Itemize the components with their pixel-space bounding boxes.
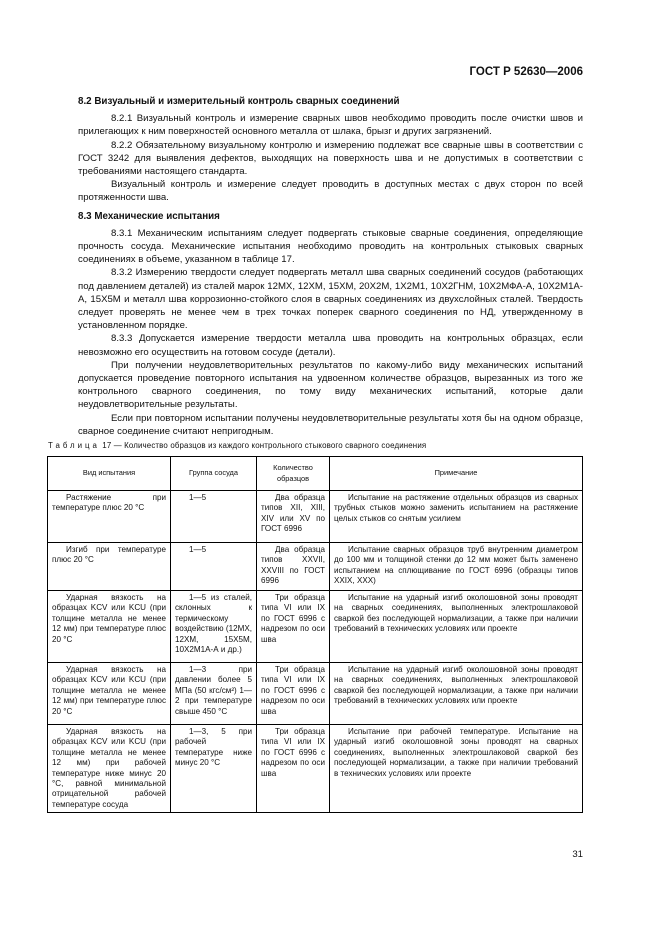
table-row [48,543,583,591]
section-8-2-title: 8.2 Визуальный и измерительный контроль сварных соединений [78,96,400,107]
table-cell-vessel-group: 1—3 при давлении более 5 МПа (50 кгс/см²) 1—2 при температуре свыше 450 °С [171,663,257,725]
table-cell-sample-count: Два образца типов XII, XIII, XIV или XV по ГОСТ 6996 [257,491,330,543]
table-cell-test-type: Ударная вязкость на образцах KCV или KCU (при толщине металла не менее 12 мм) при рабочей температуре ниже минус 20 °С, равной минимальной отрицательной рабочей температуре сосуда [48,725,171,813]
table-cell-sample-count: Два образца типов XXVII, XXVIII по ГОСТ 6996 [257,543,330,591]
table-header-cell: Количество образцов [257,457,330,491]
table-row [48,591,583,663]
table-cell-vessel-group: 1—3, 5 при рабочей температуре ниже минус 20 °С [171,725,257,813]
table-row [48,663,583,725]
table-cell-note: Испытание на ударный изгиб околошовной зоны проводят на сварных соединениях, выполненных электрошлаковой сваркой без последующей нормализации, а также при наличии требований в технических условиях или проекте [330,663,583,725]
table-header-row [48,457,583,491]
samples-table [47,456,583,813]
paragraph-8-3-2: 8.3.2 Измерению твердости следует подвергать металл шва сварных соединений сосудов (работающих под давлением деталей) из сталей марок 12МХ, 12ХМ, 15ХМ, 20Х2М, 1Х2М1, 10Х2ГНМ, 10Х2МФА-А, 10Х2М1А-А, 15Х5М и металл шва коррозионно-стойкого слоя в сварных соединениях из двухслойных сталей. Твердость следует проверять не менее чем в трех точках поперек сварного соединения по НД, утвержденному в установленном порядке. [78,267,583,332]
paragraph-8-2-2: 8.2.2 Обязательному визуальному контролю и измерению подлежат все сварные швы в соответствии с ГОСТ 3242 для выявления дефектов, выходящих на поверхность шва и не допустимых в соответствии с требованиями настоящего стандарта. [78,139,583,178]
table-cell-test-type: Ударная вязкость на образцах KCV или KCU (при толщине металла не менее 12 мм) при температуре плюс 20 °С [48,591,171,663]
table-cell-note: Испытание сварных образцов труб внутренним диаметром до 100 мм и толщиной стенки до 12 мм может быть заменено испытанием на сплющивание по ГОСТ 6996 (образцы типов XXIX, XXX) [330,543,583,591]
table-cell-sample-count: Три образца типа VI или IX по ГОСТ 6996 с надрезом по оси шва [257,663,330,725]
paragraph-repeat-test: При получении неудовлетворительных результатов по какому-либо виду механических испытаний допускается проведение повторного испытания на удвоенном количестве образцов, вырезанных из того же контрольного сварного соединения, по тому виду механических испытаний, которые дали неудовлетворительные результаты. [78,359,583,411]
page-number: 31 [572,849,583,860]
table-row [48,491,583,543]
document-header: ГОСТ Р 52630—2006 [469,66,583,78]
paragraph-8-2-1: 8.2.1 Визуальный контроль и измерение сварных швов необходимо проводить после очистки швов и прилегающих к ним поверхностей основного металла от шлака, брызг и других загрязнений. [78,113,583,138]
paragraph-8-3-3: 8.3.3 Допускается измерение твердости металла шва проводить на контрольных образцах, если невозможно его осуществить на готовом сосуде (детали). [78,333,583,358]
section-8-3-title: 8.3 Механические испытания [78,210,220,222]
table-cell-sample-count: Три образца типа VI или IX по ГОСТ 6996 с надрезом по оси шва [257,591,330,663]
table-cell-test-type: Ударная вязкость на образцах KCV или KCU (при толщине металла не менее 12 мм) при температуре плюс 20 °С [48,663,171,725]
table-caption-word: Таблица [48,441,100,450]
paragraph-unfit: Если при повторном испытании получены неудовлетворительные результаты хотя бы на одном образце, сварное соединение считают непригодным. [78,412,583,437]
table-cell-test-type: Изгиб при температуре плюс 20 °С [48,543,171,591]
table-caption [48,441,426,450]
body-text [78,95,583,438]
table-cell-vessel-group: 1—5 [171,491,257,543]
table-cell-vessel-group: 1—5 из сталей, склонных к термическому воздействию (12МХ, 12ХМ, 15Х5М, 10Х2М1А-А и др.) [171,591,257,663]
table-cell-sample-count: Три образца типа VI или IX по ГОСТ 6996 с надрезом по оси шва [257,725,330,813]
table-header-cell: Группа сосуда [171,457,257,491]
table-header-cell: Вид испытания [48,457,171,491]
paragraph-8-3-1: 8.3.1 Механическим испытаниям следует подвергать стыковые сварные соединения, определяющие прочность сосуда. Механические испытания необходимо проводить на контрольных стыковых сварных соединениях в объеме, указанном в таблице 17. [78,227,583,266]
paragraph-8-2-visual: Визуальный контроль и измерение следует проводить в доступных местах с двух сторон по всей протяженности шва. [78,179,583,204]
table-cell-note: Испытание при рабочей температуре. Испытание на ударный изгиб околошовной зоны проводят на сварных соединениях, выполненных электрошлаковой сваркой без последующей нормализации, а также при наличии требований в технических условиях или проекте [330,725,583,813]
table-caption-text: 17 — Количество образцов из каждого контрольного стыкового сварного соединения [102,441,427,450]
table-cell-test-type: Растяжение при температуре плюс 20 °С [48,491,171,543]
table-cell-note: Испытание на ударный изгиб околошовной зоны проводят на сварных соединениях, выполненных электрошлаковой сваркой без последующей нормализации, а также при наличии требований в технических условиях или проекте [330,591,583,663]
table-cell-note: Испытание на растяжение отдельных образцов из сварных трубных стыков можно заменить испытанием на растяжение целых стыков со снятым усилием [330,491,583,543]
table-cell-vessel-group: 1—5 [171,543,257,591]
table-row [48,725,583,813]
table-header-cell: Примечание [330,457,583,491]
